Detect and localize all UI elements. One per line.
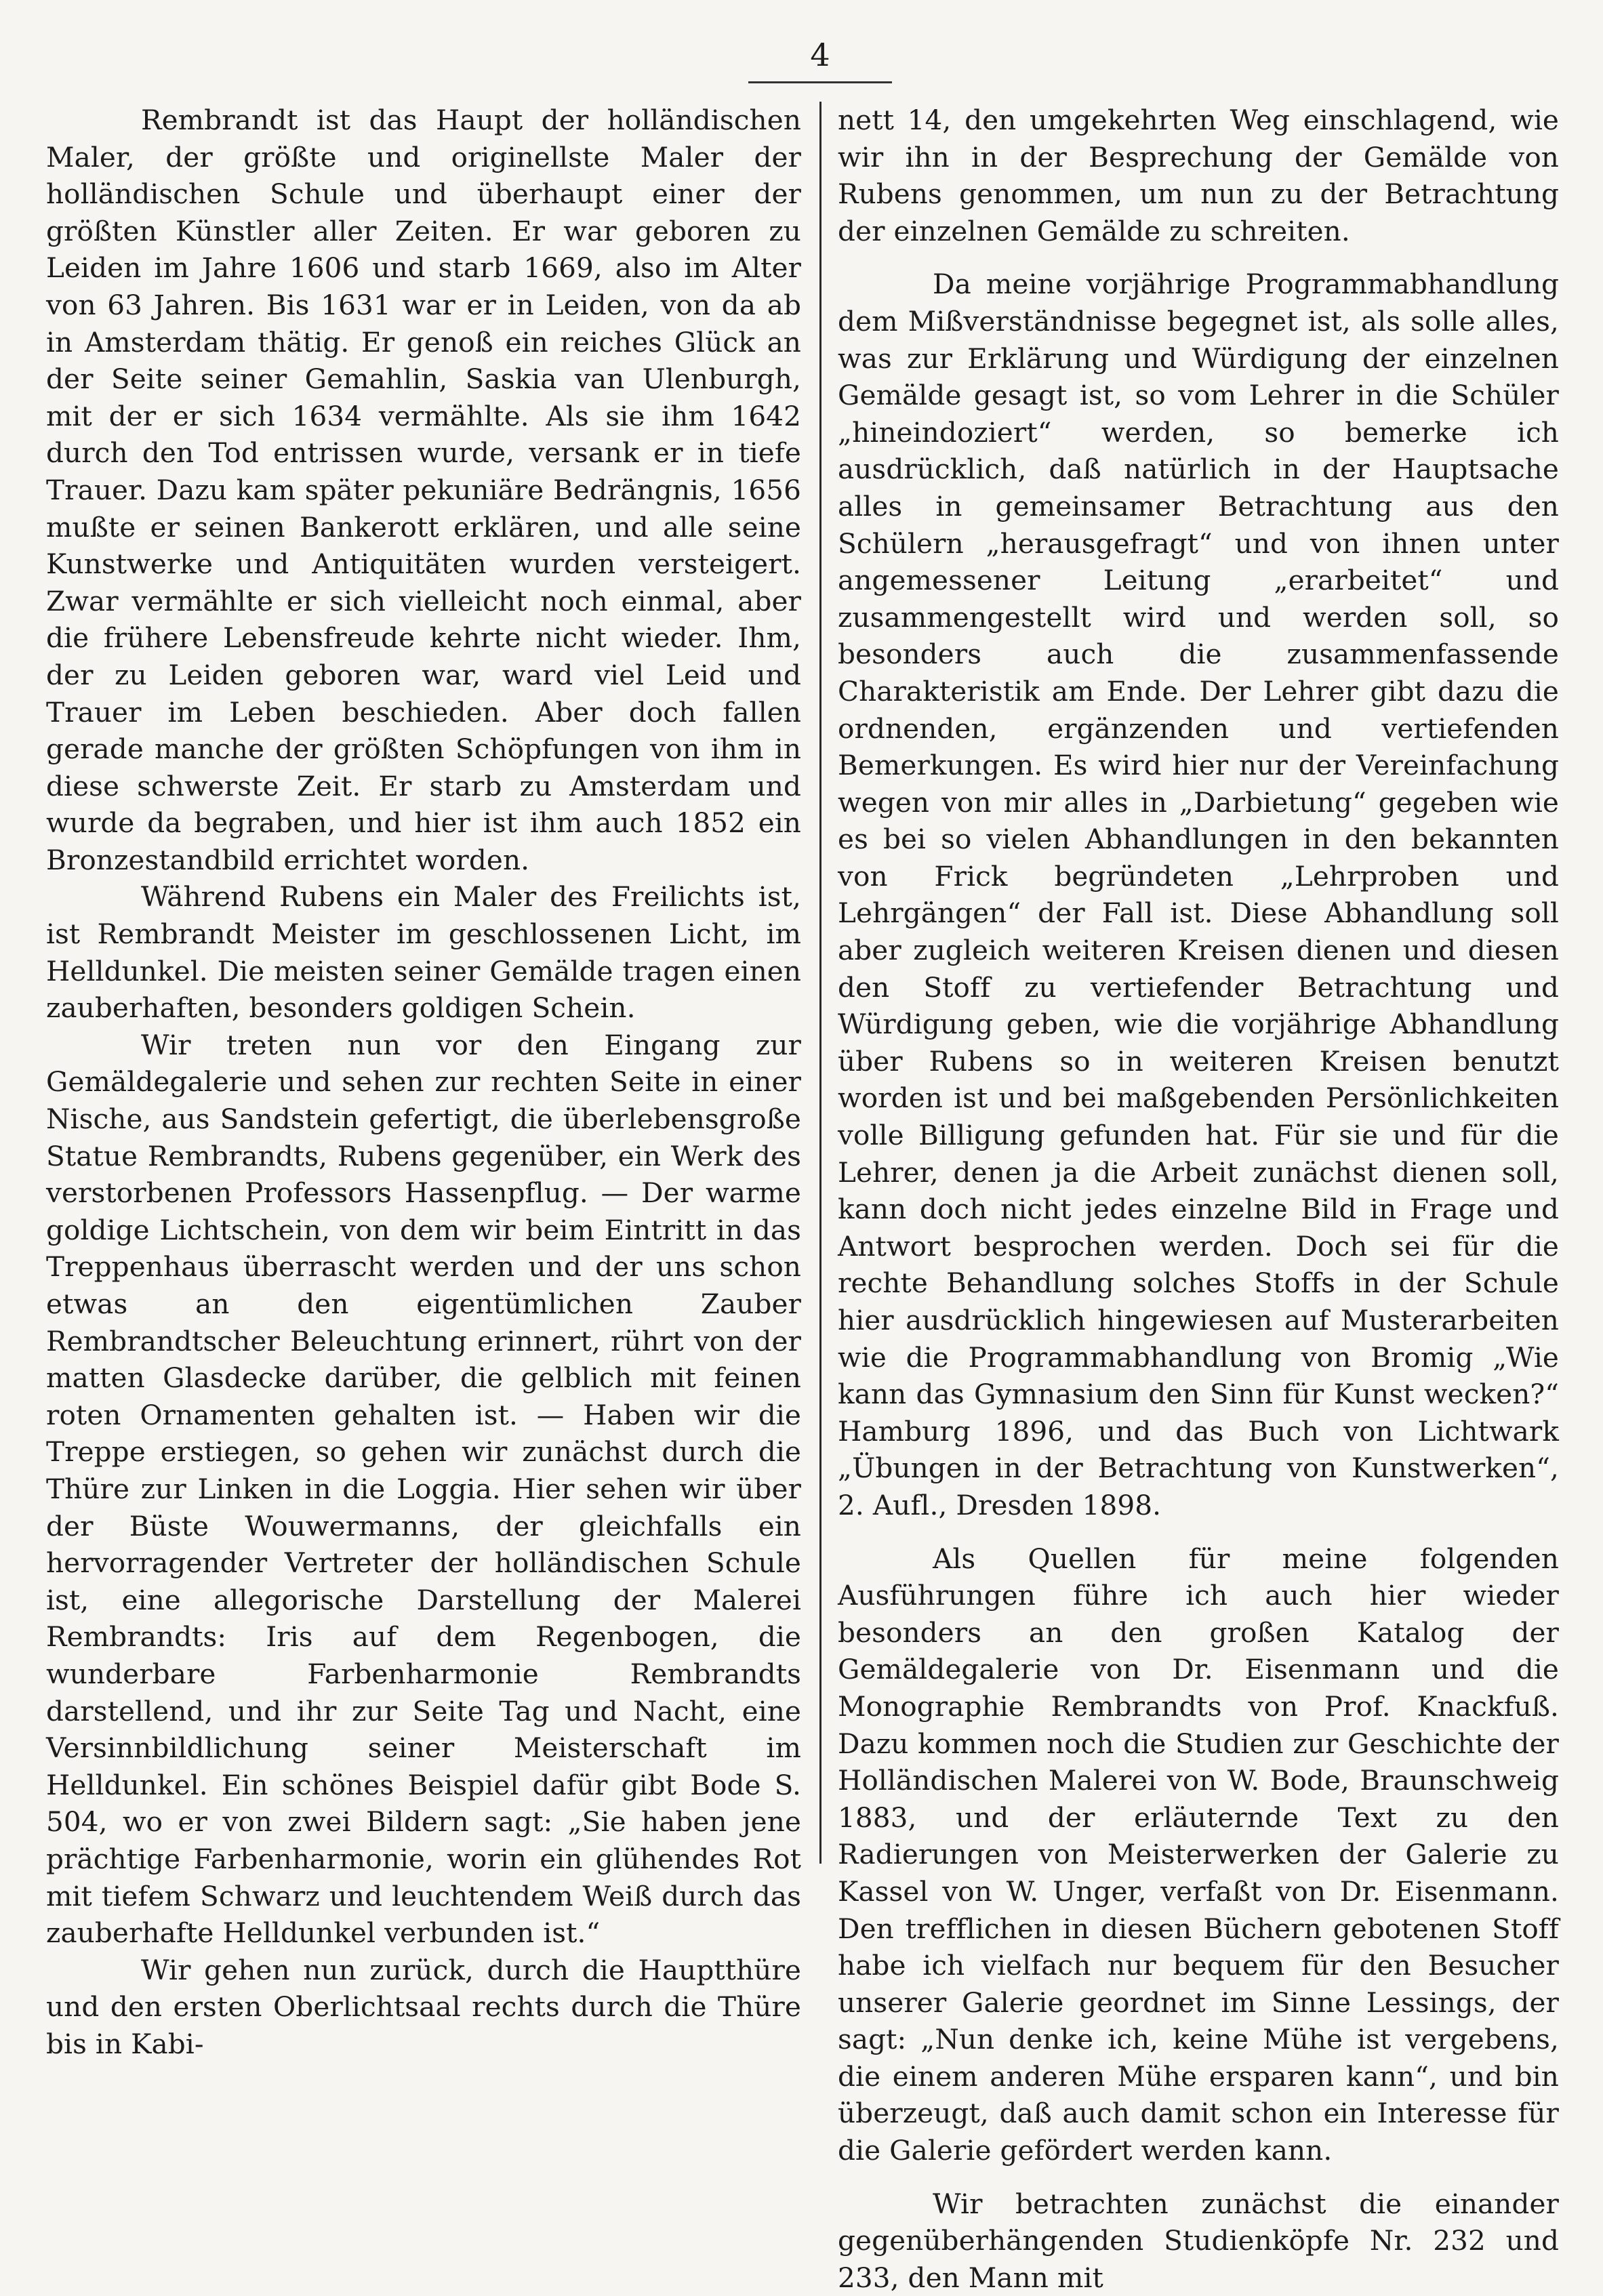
- right-paragraph-study-heads: Wir betrachten zunächst die einander gegenüberhängenden Studienköpfe Nr. 232 und 233, den Mann mit: [838, 2187, 1559, 2294]
- left-paragraph-gallery-entrance: Wir treten nun vor den Eingang zur Gemäldegalerie und sehen zur rechten Seite in einer Nische, aus Sandstein gefertigt, die überlebensgroße Statue Rembrandts, Rubens gegenüber, ein Werk des verstorbenen Professors Hassenpflug. — Der warme goldige Lichtschein, von dem wir beim Eintritt in das Treppenhaus überrascht werden und der uns schon etwas an den eigentümlichen Zauber Rembrandtscher Beleuchtung erinnert, rührt von der matten Glasdecke darüber, die gelblich mit feinen roten Ornamenten gehalten ist. — Haben wir die Treppe erstiegen, so gehen wir zunächst durch die Thüre zur Linken in die Loggia. Hier sehen wir über der Büste Wouwermanns, der gleichfalls ein hervorragender Vertreter der holländischen Schule ist, eine allegorische Darstellung der Malerei Rembrandts: Iris auf dem Regenbogen, die wunderbare Farbenharmonie Rembrandts darstellend, und ihr zur Seite Tag und Nacht, eine Versinnbildlichung seiner Meisterschaft im Helldunkel. Ein schönes Beispiel dafür gibt Bode S. 504, wo er von zwei Bildern sagt: „Sie haben jene prächtige Farbenharmonie, worin ein glühendes Rot mit tiefem Schwarz und leuchtendem Weiß durch das zauberhafte Helldunkel verbunden ist.“: [46, 1028, 801, 1950]
- right-paragraph-program-note: Da meine vorjährige Programmabhandlung dem Mißverständnisse begegnet ist, als solle alles, was zur Erklärung und Würdigung der einzelnen Gemälde gesagt ist, so vom Lehrer in die Schüler „hineindoziert“ werden, so bemerke ich ausdrücklich, daß natürlich in der Hauptsache alles in gemeinsamer Betrachtung aus den Schülern „herausgefragt“ und von ihnen unter angemessener Leitung „erarbeitet“ und zusammengestellt wird und werden soll, so besonders auch die zusammenfassende Charakteristik am Ende. Der Lehrer gibt dazu die ordnenden, ergänzenden und vertiefenden Bemerkungen. Es wird hier nur der Vereinfachung wegen von mir alles in „Darbietung“ gegeben wie es bei so vielen Abhandlungen in den bekannten von Frick begründeten „Lehrproben und Lehrgängen“ der Fall ist. Diese Abhandlung soll aber zugleich weiteren Kreisen dienen und diesen den Stoff zu vertiefender Betrachtung und Würdigung geben, wie die vorjährige Abhandlung über Rubens so in weiteren Kreisen benutzt worden ist und bei maßgebenden Persönlichkeiten volle Billigung gefunden hat. Für sie und für die Lehrer, denen ja die Arbeit zunächst dienen soll, kann doch nicht jedes einzelne Bild in Frage und Antwort besprochen werden. Doch sei für die rechte Behandlung solches Stoffs in der Schule hier ausdrücklich hingewiesen auf Musterarbeiten wie die Programmabhandlung von Bromig „Wie kann das Gymnasium den Sinn für Kunst wecken?“ Hamburg 1896, und das Buch von Lichtwark „Übungen in der Betrachtung von Kunstwerken“, 2. Aufl., Dresden 1898.: [838, 268, 1559, 1521]
- right-paragraph-continuation: nett 14, den umgekehrten Weg einschlagend, wie wir ihn in der Besprechung der Gemälde von Rubens genommen, um nun zu der Betrachtung der einzelnen Gemälde zu schreiten.: [838, 104, 1559, 247]
- page-number: 4: [810, 37, 830, 73]
- column-divider: [819, 102, 821, 1864]
- page-number-rule: [748, 81, 892, 83]
- left-paragraph-rembrandt-biography: Rembrandt ist das Haupt der holländischen Maler, der größte und originellste Maler der holländischen Schule und überhaupt einer der größten Künstler aller Zeiten. Er war geboren zu Leiden im Jahre 1606 und starb 1669, also im Alter von 63 Jahren. Bis 1631 war er in Leiden, von da ab in Amsterdam thätig. Er genoß ein reiches Glück an der Seite seiner Gemahlin, Saskia van Ulenburgh, mit der er sich 1634 vermählte. Als sie ihm 1642 durch den Tod entrissen wurde, versank er in tiefe Trauer. Dazu kam später pekuniäre Bedrängnis, 1656 mußte er seinen Bankerott erklären, und alle seine Kunstwerke und Antiquitäten wurden versteigert. Zwar vermählte er sich vielleicht noch einmal, aber die frühere Lebensfreude kehrte nicht wieder. Ihm, der zu Leiden geboren war, ward viel Leid und Trauer im Leben beschieden. Aber doch fallen gerade manche der größten Schöpfungen von ihm in diese schwerste Zeit. Er starb zu Amsterdam und wurde da begraben, und hier ist ihm auch 1852 ein Bronzestandbild errichtet worden.: [46, 104, 801, 876]
- left-column: [46, 102, 801, 2062]
- left-paragraph-cabinet-route: Wir gehen nun zurück, durch die Hauptthüre und den ersten Oberlichtsaal rechts durch die Thüre bis in Kabi-: [46, 1953, 801, 2060]
- right-paragraph-sources: Als Quellen für meine folgenden Ausführungen führe ich auch hier wieder besonders an den großen Katalog der Gemäldegalerie von Dr. Eisenmann und die Monographie Rembrandts von Prof. Knackfuß. Dazu kommen noch die Studien zur Geschichte der Holländischen Malerei von W. Bode, Braunschweig 1883, und der erläuternde Text zu den Radierungen von Meisterwerken der Galerie zu Kassel von W. Unger, verfaßt von Dr. Eisenmann. Den trefflichen in diesen Büchern gebotenen Stoff habe ich vielfach nur bequem für den Besucher unserer Galerie geordnet im Sinne Lessings, der sagt: „Nun denke ich, keine Mühe ist vergebens, die einem anderen Mühe ersparen kann“, und bin überzeugt, daß auch damit schon ein Interesse für die Galerie gefördert werden kann.: [838, 1542, 1559, 2167]
- right-column: [838, 102, 1559, 2296]
- left-paragraph-freilicht-helldunkel: Während Rubens ein Maler des Freilichts ist, ist Rembrandt Meister im geschlossenen Licht, im Helldunkel. Die meisten seiner Gemälde tragen einen zauberhaften, besonders goldigen Schein.: [46, 880, 801, 1025]
